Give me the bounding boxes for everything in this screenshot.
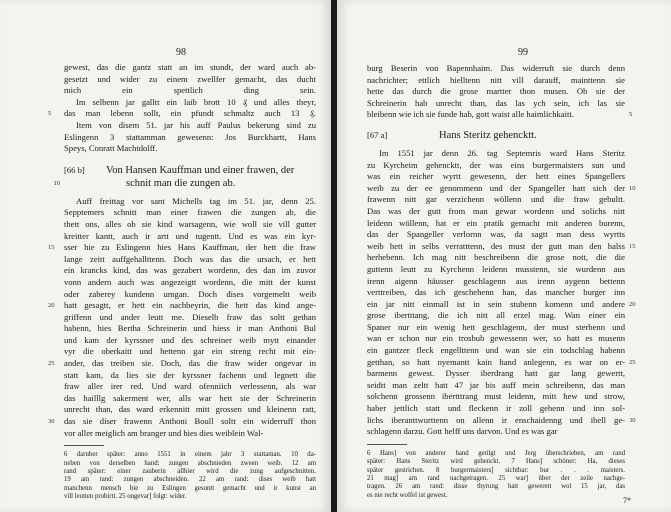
- section-ref: [66 b]: [64, 164, 85, 175]
- line-text: Spaner nur ein wenig hett geschlagenn, der must sterbenn und: [367, 321, 625, 332]
- text-line: [367, 240, 636, 253]
- text-line: [64, 346, 316, 358]
- text-line: [367, 345, 625, 357]
- line-text: barmenn gewest. Dysser iberdrang hatt gar lang gewertt,: [367, 368, 625, 379]
- line-number: 10: [53, 179, 60, 187]
- text-line: [64, 132, 316, 144]
- line-number: 5: [629, 111, 633, 119]
- line-text: nachrichter; ettlich hielltenn nitt vill darauff, mainttenn sie: [367, 74, 625, 85]
- footnote-divider: [64, 445, 104, 446]
- line-text: gewest, das die gantz statt an im stundt, der ward auch ab-: [64, 62, 316, 72]
- text-line: [367, 333, 625, 345]
- text-line: [367, 310, 625, 322]
- line-text: leidenn wöllenn, hat er ein pratik gemacht mit anderen burenn,: [367, 217, 625, 228]
- text-line: [367, 322, 625, 334]
- line-text: Das was der gutt from man gewar wordenn und solichs nitt: [367, 205, 625, 216]
- line-text: lange zeitt auffgehallttenn. Doch was das die ursach, er hett: [64, 253, 316, 264]
- line-text: ein jar nitt einmall ist in sein stubenn komenn und andere: [367, 298, 625, 309]
- text-line: [367, 403, 625, 415]
- line-number: 10: [629, 184, 636, 192]
- line-number: 30: [48, 418, 55, 426]
- line-number: 15: [48, 244, 55, 252]
- line-text: und kam der kyrssner und des schreiner weib mytt einander: [64, 334, 316, 345]
- text-line: [367, 229, 625, 241]
- text-line: [367, 75, 625, 87]
- text-line: [64, 219, 316, 231]
- text-line: [367, 148, 625, 160]
- footnote-line: später: Hans Steritz wird gehenckt. 7 Hans] schöner: Ha, dieses: [367, 458, 625, 466]
- text-line: [367, 206, 625, 218]
- text-line: [48, 358, 316, 370]
- text-line: [367, 98, 625, 110]
- line-text: bleibenn wie ich sie funde hab, gott waist alle haimlichkaitt.: [367, 109, 574, 120]
- text-line: [64, 231, 316, 243]
- line-text: Sepptemers schnitt man einer frawen die zungen ab, die: [64, 207, 316, 218]
- line-text: das man lebenn sollt, ein pfundt schmaltz auch 13 ₰.: [64, 108, 316, 119]
- footnote-line: rand später: einer zauberin allhier wird die zung aufgeschnitten.: [64, 468, 316, 476]
- line-text: ein krancks kind, das was gezabert wordenn, des dan im zuvor: [64, 265, 316, 276]
- text-line: [64, 289, 316, 301]
- text-line: [367, 298, 636, 311]
- text-line: [367, 426, 625, 438]
- line-text: herhebenn. Ich mag nitt beschreibenn die grose nott, die die: [367, 252, 625, 263]
- text-line: [367, 194, 625, 206]
- text-line: [64, 207, 316, 219]
- line-text: weib zu der ee genommenn und der Spangeller hatt sich der: [367, 182, 625, 193]
- line-number: 25: [629, 358, 636, 366]
- line-text: Speys, Conratt Machtdolff.: [64, 143, 158, 154]
- text-line: [367, 182, 636, 195]
- line-text: was ein reicher wyrtt gewesenn, der hett eines Spangellers: [367, 171, 625, 182]
- section-ref: [67 a]: [367, 129, 388, 140]
- paragraph-block: [367, 63, 633, 121]
- section-heading-cont: [53, 177, 316, 190]
- line-text: ander, das treiben sie. Doch, das die fraw wider ongevar in: [64, 358, 316, 369]
- text-line: [367, 391, 625, 403]
- left-page-body: [48, 62, 316, 502]
- line-text: haber jettlich statt und fleckenn ir zoll gebenn und inn sol-: [367, 403, 625, 414]
- line-text: vyr die oberkaitt und hettenn gar ein streng recht mit ein-: [64, 346, 316, 357]
- text-line: [367, 171, 625, 183]
- line-text: guttenn leutt zu Kyrchenn leidenn musstenn, sie wurdenn aus: [367, 263, 625, 274]
- line-text: frawenn nitt gar verzichenn wöllenn und die fraw gebultt.: [367, 194, 625, 205]
- text-line: [48, 300, 316, 312]
- line-text: das sie diser frawenn Anthoni Boull soltt ein widerruff thon: [64, 416, 316, 427]
- line-number: 15: [629, 242, 636, 250]
- section-heading: [64, 164, 316, 177]
- text-line: [64, 62, 316, 74]
- line-text: ein gantzer fleck engellttenn und wan sie ein todschlag habenn: [367, 345, 625, 356]
- text-line: [64, 85, 316, 97]
- line-text: kreitter kantt, auch ir artt und tugentt. Und es was ein kyr-: [64, 230, 316, 241]
- line-text: grose ibertttang, die ich nitt all erzel mag. Wan einer ein: [367, 310, 625, 321]
- line-text: wan er schon nur ein trosbub gewessenn wer, so hatt es musenn: [367, 333, 625, 344]
- right-page-body: [367, 63, 636, 500]
- text-line: [367, 218, 625, 230]
- line-text: weib hett in selbs verratttenn, des must der gutt man den halss: [367, 240, 625, 251]
- line-text: thett ons, alles ob sie kind warsagenn, wie woll sie vill gutter: [64, 218, 316, 229]
- text-line: [367, 160, 625, 172]
- line-text: unrecht than, das ward erkennitt mitt grossen und kleinenn ratt,: [64, 404, 316, 415]
- line-text: gesetzt und wider zu einem zwellfer gemacht, das ducht: [64, 73, 316, 84]
- line-text: oder zaberey kundenn umgan. Doch dises vorgemeltt weib: [64, 288, 316, 299]
- footnote-line: neben von derselben hand: zungen abschnieden zween weib. 12 am: [64, 459, 316, 467]
- line-text: fraw aller irer red. Und ward ofenniich verlessenn, als war: [64, 381, 316, 392]
- footnote-line: tragen. 26 am rand: disse thyrung hatt gewerett wol 15 jar, das: [367, 483, 625, 491]
- text-line: [367, 368, 625, 380]
- section-title: Von Hansen Kauffman und einer frawen, der: [106, 164, 295, 176]
- footnote-line: 6 daruber später: anno 1551 in einem jahr 3 stattaman. 10 da-: [64, 451, 316, 459]
- line-text: schlagenn darzu. Gott helff uns darvon. Und es was gar: [367, 426, 558, 437]
- line-text: Schreinerin hab unrecht than, das las ych sein, ich las sie: [367, 97, 625, 108]
- line-text: sser hie zu Eslingenn hies Hans Kauffman, der hett die fraw: [64, 242, 316, 253]
- line-text: hatt gesagtt, er hett ein nachbeyrin, die hett das kind ange-: [64, 300, 316, 311]
- text-line: [367, 287, 625, 299]
- line-text: habenn, hies Bertha Schreinerin und hiess ir man Anthoni Bul: [64, 323, 316, 334]
- text-line: [64, 97, 316, 109]
- left-page: [0, 0, 331, 512]
- text-line: [367, 380, 625, 392]
- line-text: zu Kyrcheim gehencktt, der was eins burgermaisters sun und: [367, 159, 625, 170]
- line-text: lichs iberanttwurttenn on allenn ir enschaidenng und ibell ge-: [367, 414, 625, 425]
- line-number: 20: [48, 302, 55, 310]
- line-number: 25: [48, 360, 55, 368]
- text-line: [64, 277, 316, 289]
- text-line: [64, 312, 316, 324]
- line-text: vonn andern auch was angezeigtt wordenn, die mitt der kunst: [64, 276, 316, 287]
- line-text: hette das durch die grose martter thon musen. Ob sie der: [367, 86, 625, 97]
- line-text: Eslingenn 3 stattamman gewesenn: Jos Burckhartt, Hans: [64, 131, 316, 142]
- line-text: getthan, so hatt nyemantt kain hand anlegenn, es war on er-: [367, 356, 625, 367]
- text-line: [64, 370, 316, 382]
- line-text: mich ein spettlich ding sein.: [64, 85, 316, 96]
- text-line: [48, 242, 316, 254]
- text-line: [64, 143, 316, 155]
- line-text: seidtt man zeltt hatt 47 jar bis auff mein schreibenn, das man: [367, 379, 625, 390]
- line-number: 30: [629, 416, 636, 424]
- footnote-divider: [367, 444, 407, 445]
- line-text: vor aller meiglich am branger und hies dies weiblein Wal-: [64, 427, 264, 438]
- text-line: [64, 323, 316, 335]
- section-title: schnit man die zungen ab.: [126, 177, 236, 189]
- line-text: irenn aigenn häusser geschlagenn aus irenn aygenn bettenn: [367, 275, 625, 286]
- text-line: [64, 120, 316, 132]
- line-number: 20: [629, 300, 636, 308]
- line-text: Im selbenn jar galltt ein laib brott 10 ₰ und alles theyr,: [76, 96, 316, 107]
- text-line: [367, 86, 625, 98]
- footnote-line: manchenn mensch bie zu Eslingen gesuntt gemacht und ir kunst an: [64, 484, 316, 492]
- line-text: burg Beserin von Bapennhaim. Das widerruft sie durch denn: [367, 63, 625, 73]
- text-line: [64, 381, 316, 393]
- line-text: statt kam, da lies sie der kyrssner fachenn und legnett die: [64, 369, 316, 380]
- paragraph-block: [48, 62, 316, 155]
- page-number: 99: [518, 47, 528, 58]
- text-line: [367, 63, 625, 75]
- footnotes: [367, 450, 625, 500]
- footnote-line: 21 mag] am rand nachgetragen. 25 war] über der zeile nachge-: [367, 475, 625, 483]
- text-line: [367, 264, 625, 276]
- footnotes: [64, 451, 316, 501]
- text-line: [64, 393, 316, 405]
- line-text: das hailllg sakerment wer, alls war hett sie der Schreinerin: [64, 392, 316, 403]
- right-page: [337, 0, 671, 512]
- text-line: [64, 428, 316, 440]
- line-text: Auff freittag vor sant Michells tag im 51. jar, denn 25.: [76, 195, 316, 206]
- text-line: [48, 108, 316, 120]
- text-line: [367, 276, 625, 288]
- text-line: [64, 404, 316, 416]
- footnote-line: 6 Hans] von anderer hand getilgt und Jerg überschrieben, am rand: [367, 449, 625, 457]
- footnote-line: es nie recht wolfel ist gewest.: [367, 491, 448, 499]
- footnote-line: vill leutten probirtt. 25 ongevar] folgt: wider.: [64, 493, 187, 501]
- page-number: 98: [176, 47, 186, 58]
- text-line: [367, 252, 625, 264]
- line-text: Im 1551 jar denn 26. tag Septemris ward Hans Steritz: [379, 147, 625, 158]
- line-text: das der Spangeller verlornn was, da sagtt man dess wyrtts: [367, 229, 625, 240]
- line-text: solchenn grossenn ibertttrang must leidenn, mitt hew und strow,: [367, 391, 625, 402]
- text-line: [64, 335, 316, 347]
- text-line: [64, 196, 316, 208]
- text-line: [64, 74, 316, 86]
- text-line: [48, 416, 316, 428]
- paragraph-block: [48, 195, 316, 439]
- text-line: [64, 265, 316, 277]
- line-text: griffenn und ander leutt me. Dieselb fraw das soltt gethan: [64, 311, 316, 322]
- section-title: Hans Steritz gehencktt.: [439, 129, 537, 141]
- footnote-line: 19 am rand: zungen abschneiden. 22 am rand: dises weib hatt: [64, 476, 316, 484]
- line-text: verttreiben, das ich geschehenn han, das mancher burger inn: [367, 287, 625, 298]
- text-line: [367, 414, 636, 427]
- text-line: [64, 254, 316, 266]
- line-number: 5: [48, 110, 52, 118]
- section-heading: [367, 129, 625, 142]
- footnote-line: später gestrichen. 8 burgermaisters] sichtbar: bur . . . maisters.: [367, 466, 625, 474]
- text-line: [367, 356, 636, 369]
- signature-mark: 7*: [623, 496, 631, 505]
- line-text: Item von disem 51. jar his auff Paulus bekerung sind zu: [76, 119, 316, 130]
- paragraph-block: [367, 147, 636, 438]
- text-line: [367, 109, 633, 121]
